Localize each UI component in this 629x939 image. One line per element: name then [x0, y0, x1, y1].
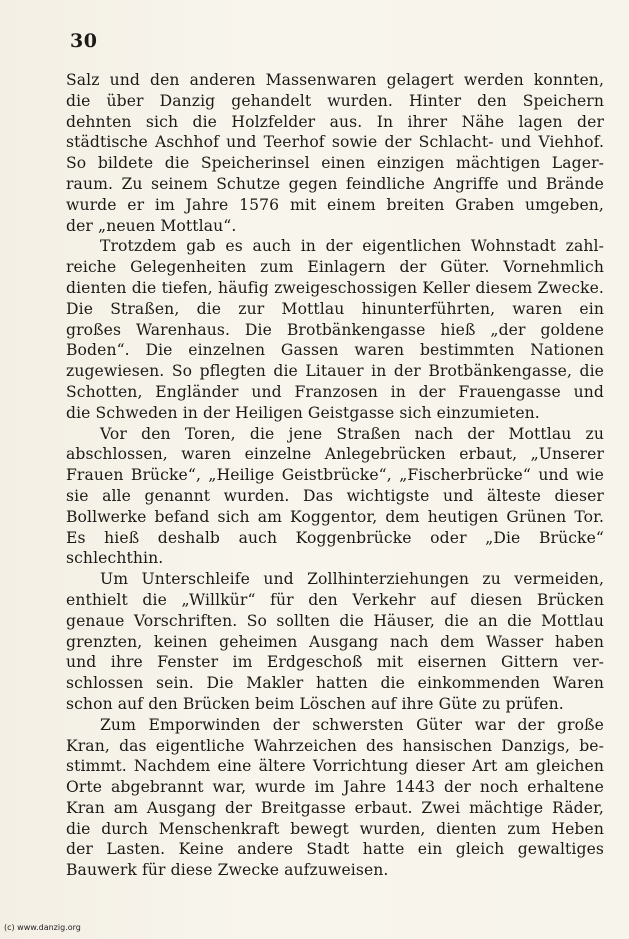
text-line: enthielt die „Willkür“ für den Verkehr auf diesen Brücken — [66, 590, 604, 609]
text-line: sie alle genannt wurden. Das wichtigste und älteste dieser — [66, 486, 604, 505]
body-text — [66, 70, 604, 881]
text-line: schon auf den Brücken beim Löschen auf ihre Güte zu prüfen. — [66, 694, 564, 713]
text-line: Trotzdem gab es auch in der eigentlichen Wohnstadt zahl- — [100, 237, 604, 256]
text-line: Boden“. Die einzelnen Gassen waren bestimmten Nationen — [66, 341, 604, 360]
text-line: Zum Emporwinden der schwersten Güter war der große — [100, 715, 604, 734]
text-line: dienten die tiefen, häufig zweigeschossigen Keller diesem Zwecke. — [66, 278, 604, 297]
text-line: die durch Menschenkraft bewegt wurden, dienten zum Heben — [66, 819, 604, 838]
text-line: Es hieß deshalb auch Koggenbrücke oder „Die Brücke“ — [66, 528, 604, 547]
text-line: die Schweden in der Heiligen Geistgasse sich einzumieten. — [66, 403, 540, 422]
text-line: Salz und den anderen Massenwaren gelagert werden konnten, — [66, 71, 604, 89]
text-line: Bauwerk für diese Zwecke aufzuweisen. — [66, 861, 389, 880]
text-line: Kran, das eigentliche Wahrzeichen des hansischen Danzigs, be- — [66, 736, 604, 755]
text-line: Orte abgebrannt war, wurde im Jahre 1443 der noch erhaltene — [66, 778, 604, 797]
text-line: Um Unterschleife und Zollhinterziehungen zu vermeiden, — [100, 570, 604, 589]
page-number: 30 — [70, 30, 98, 52]
text-line: Die Straßen, die zur Mottlau hinunterführten, waren ein — [66, 299, 604, 318]
text-line: Bollwerke befand sich am Koggentor, dem heutigen Grünen Tor. — [66, 507, 604, 526]
text-line: Vor den Toren, die jene Straßen nach der Mottlau zu — [100, 424, 604, 443]
text-line: zugewiesen. So pflegten die Litauer in der Brotbänkengasse, die — [66, 362, 604, 381]
text-line: Frauen Brücke“, „Heilige Geistbrücke“, „Fischerbrücke“ und wie — [66, 466, 604, 485]
text-line: genaue Vorschriften. So sollten die Häuser, die an die Mottlau — [66, 611, 604, 630]
text-line: die über Danzig gehandelt wurden. Hinter den Speichern — [66, 91, 604, 110]
text-line: abschlossen, waren einzelne Anlegebrücken erbaut, „Unserer — [66, 445, 604, 464]
text-line: großes Warenhaus. Die Brotbänkengasse hieß „der goldene — [66, 320, 604, 339]
text-line: städtische Aschhof und Teerhof sowie der Schlacht- und Viehhof. — [66, 133, 604, 152]
text-line: stimmt. Nachdem eine ältere Vorrichtung dieser Art am gleichen — [66, 757, 604, 776]
text-line: Schotten, Engländer und Franzosen in der Frauengasse und — [66, 382, 604, 401]
text-line: der „neuen Mottlau“. — [66, 216, 237, 235]
text-line: schlossen sein. Die Makler hatten die einkommenden Waren — [66, 674, 604, 693]
text-line: So bildete die Speicherinsel einen einzigen mächtigen Lager- — [66, 154, 604, 173]
text-line: grenzten, keinen geheimen Ausgang nach dem Wasser haben — [66, 632, 604, 651]
copyright-credit: (c) www.danzig.org — [4, 923, 81, 932]
text-line: der Lasten. Keine andere Stadt hatte ein gleich gewaltiges — [66, 840, 604, 859]
text-line: Kran am Ausgang der Breitgasse erbaut. Zwei mächtige Räder, — [66, 798, 604, 817]
text-line: reiche Gelegenheiten zum Einlagern der Güter. Vornehmlich — [66, 258, 604, 277]
text-line: wurde er im Jahre 1576 mit einem breiten Graben umgeben, — [66, 195, 604, 214]
text-line: schlechthin. — [66, 549, 164, 568]
text-line: raum. Zu seinem Schutze gegen feindliche Angriffe und Brände — [66, 174, 604, 193]
text-line: und ihre Fenster im Erdgeschoß mit eisernen Gittern ver- — [66, 653, 604, 672]
text-line: dehnten sich die Holzfelder aus. In ihrer Nähe lagen der — [66, 112, 604, 131]
